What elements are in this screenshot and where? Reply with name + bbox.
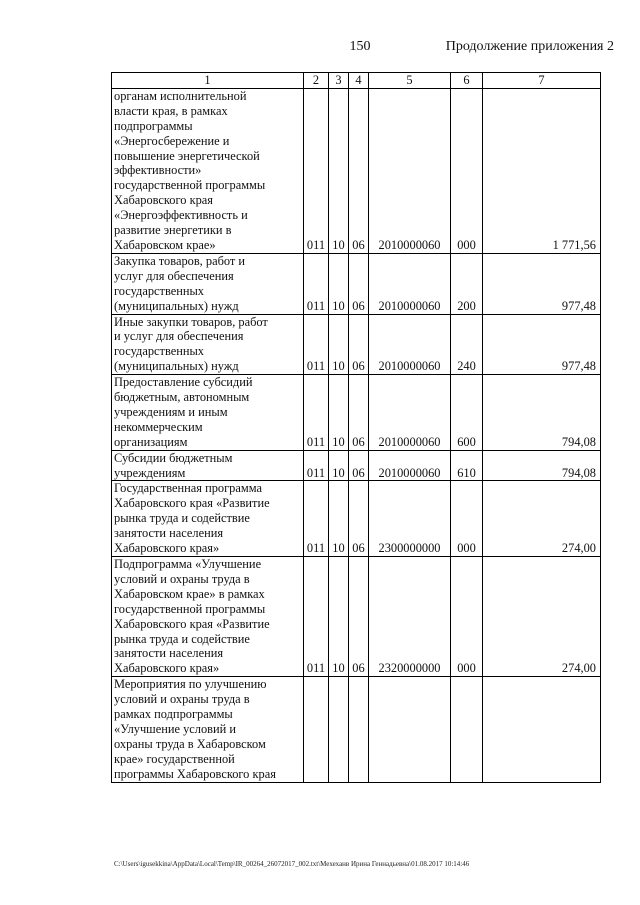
description-line: повышение энергетической (114, 148, 260, 163)
description-line: Хабаровского края «Развитие (114, 616, 270, 631)
code-target: 2300000000 (369, 481, 451, 557)
description-line: развитие энергетики в (114, 223, 232, 238)
description-line: Хабаровского края» (114, 661, 220, 676)
row-description (112, 314, 304, 375)
description-line: учреждениям и иным (114, 404, 228, 419)
table-row (112, 557, 601, 677)
code-section (329, 677, 349, 782)
amount: 794,08 (483, 450, 601, 481)
table-row (112, 88, 601, 253)
budget-table (111, 72, 601, 783)
description-line: программы Хабаровского края (114, 766, 276, 781)
table-row (112, 450, 601, 481)
code-expense-type: 000 (451, 481, 483, 557)
code-target: 2010000060 (369, 253, 451, 314)
code-target (369, 677, 451, 782)
page-caption: Продолжение приложения 2 (445, 39, 614, 54)
amount: 977,48 (483, 253, 601, 314)
description-line: государственной программы (114, 178, 266, 193)
description-line: бюджетным, автономным (114, 390, 250, 405)
code-section: 10 (329, 481, 349, 557)
code-section: 10 (329, 253, 349, 314)
description-line: учреждениям (114, 465, 186, 480)
description-line: Подпрограмма «Улучшение (114, 557, 262, 571)
column-header: 2 (304, 73, 329, 89)
column-header: 5 (369, 73, 451, 89)
column-header: 3 (329, 73, 349, 89)
row-description (112, 375, 304, 451)
code-subsection: 06 (349, 88, 369, 253)
description-line: Иные закупки товаров, работ (114, 314, 268, 329)
table-row (112, 677, 601, 782)
description-line: «Улучшение условий и (114, 721, 236, 736)
code-subsection: 06 (349, 314, 369, 375)
code-subsection (349, 677, 369, 782)
description-line: занятости населения (114, 526, 224, 541)
description-line: условий и охраны труда в (114, 692, 250, 707)
description-line: Предоставление субсидий (114, 375, 253, 390)
code-target: 2010000060 (369, 88, 451, 253)
code-ministry: 011 (304, 314, 329, 375)
amount (483, 677, 601, 782)
code-expense-type: 600 (451, 375, 483, 451)
code-expense-type: 610 (451, 450, 483, 481)
description-line: Хабаровском крае» в рамках (114, 586, 265, 601)
description-line: Субсидии бюджетным (114, 450, 233, 465)
description-line: рынка труда и содействие (114, 631, 250, 646)
code-expense-type: 000 (451, 557, 483, 677)
description-line: Закупка товаров, работ и (114, 253, 246, 268)
description-line: рынка труда и содействие (114, 511, 250, 526)
description-line: Мероприятия по улучшению (114, 677, 267, 692)
row-description (112, 88, 304, 253)
code-section: 10 (329, 314, 349, 375)
description-line: «Энергосбережение и (114, 133, 230, 148)
code-ministry: 011 (304, 88, 329, 253)
column-header: 7 (483, 73, 601, 89)
description-line: Хабаровского края (114, 193, 213, 208)
code-subsection: 06 (349, 375, 369, 451)
code-ministry: 011 (304, 375, 329, 451)
code-target: 2010000060 (369, 375, 451, 451)
table-header-row (112, 73, 601, 89)
page-number: 150 (349, 39, 371, 54)
code-ministry (304, 677, 329, 782)
table-row (112, 481, 601, 557)
amount: 794,08 (483, 375, 601, 451)
description-line: организациям (114, 434, 188, 449)
code-ministry: 011 (304, 450, 329, 481)
row-description (112, 450, 304, 481)
description-line: (муниципальных) нужд (114, 359, 239, 374)
description-line: Хабаровского края «Развитие (114, 496, 270, 511)
code-subsection: 06 (349, 481, 369, 557)
description-line: «Энергоэффективность и (114, 208, 248, 223)
code-subsection: 06 (349, 450, 369, 481)
code-section: 10 (329, 557, 349, 677)
description-line: Хабаровского края» (114, 541, 220, 556)
table-row (112, 375, 601, 451)
description-line: Государственная программа (114, 481, 262, 496)
description-line: некоммерческим (114, 419, 203, 434)
code-expense-type: 240 (451, 314, 483, 375)
description-line: органам исполнительной (114, 88, 247, 103)
code-section: 10 (329, 375, 349, 451)
row-description (112, 253, 304, 314)
description-line: государственных (114, 344, 205, 359)
description-line: подпрограммы (114, 118, 193, 133)
description-line: охраны труда в Хабаровском (114, 736, 266, 751)
code-ministry: 011 (304, 481, 329, 557)
code-ministry: 011 (304, 557, 329, 677)
code-expense-type: 200 (451, 253, 483, 314)
code-section: 10 (329, 450, 349, 481)
description-line: услуг для обеспечения (114, 268, 234, 283)
row-description (112, 481, 304, 557)
description-line: Хабаровском крае» (114, 237, 216, 252)
code-target: 2320000000 (369, 557, 451, 677)
code-ministry: 011 (304, 253, 329, 314)
column-header: 4 (349, 73, 369, 89)
code-expense-type (451, 677, 483, 782)
description-line: и услуг для обеспечения (114, 329, 244, 344)
row-description (112, 677, 304, 782)
code-target: 2010000060 (369, 314, 451, 375)
description-line: эффективности» (114, 163, 202, 178)
amount: 1 771,56 (483, 88, 601, 253)
code-expense-type: 000 (451, 88, 483, 253)
amount: 977,48 (483, 314, 601, 375)
column-header: 6 (451, 73, 483, 89)
amount: 274,00 (483, 481, 601, 557)
table-row (112, 314, 601, 375)
code-subsection: 06 (349, 557, 369, 677)
amount: 274,00 (483, 557, 601, 677)
code-section: 10 (329, 88, 349, 253)
description-line: государственных (114, 283, 205, 298)
description-line: условий и охраны труда в (114, 571, 250, 586)
description-line: рамках подпрограммы (114, 707, 233, 722)
row-description (112, 557, 304, 677)
code-subsection: 06 (349, 253, 369, 314)
file-path-footer: C:\Users\igusekkina\AppData\Local\Temp\IR_00264_26072017_002.txt\Мехеханв Ирина Геннадьевна\01.08.2017 10:14:46 (114, 860, 470, 868)
description-line: крае» государственной (114, 751, 235, 766)
table-row (112, 253, 601, 314)
description-line: власти края, в рамках (114, 103, 228, 118)
description-line: занятости населения (114, 646, 224, 661)
code-target: 2010000060 (369, 450, 451, 481)
description-line: государственной программы (114, 601, 266, 616)
column-header: 1 (112, 73, 304, 89)
description-line: (муниципальных) нужд (114, 298, 239, 313)
